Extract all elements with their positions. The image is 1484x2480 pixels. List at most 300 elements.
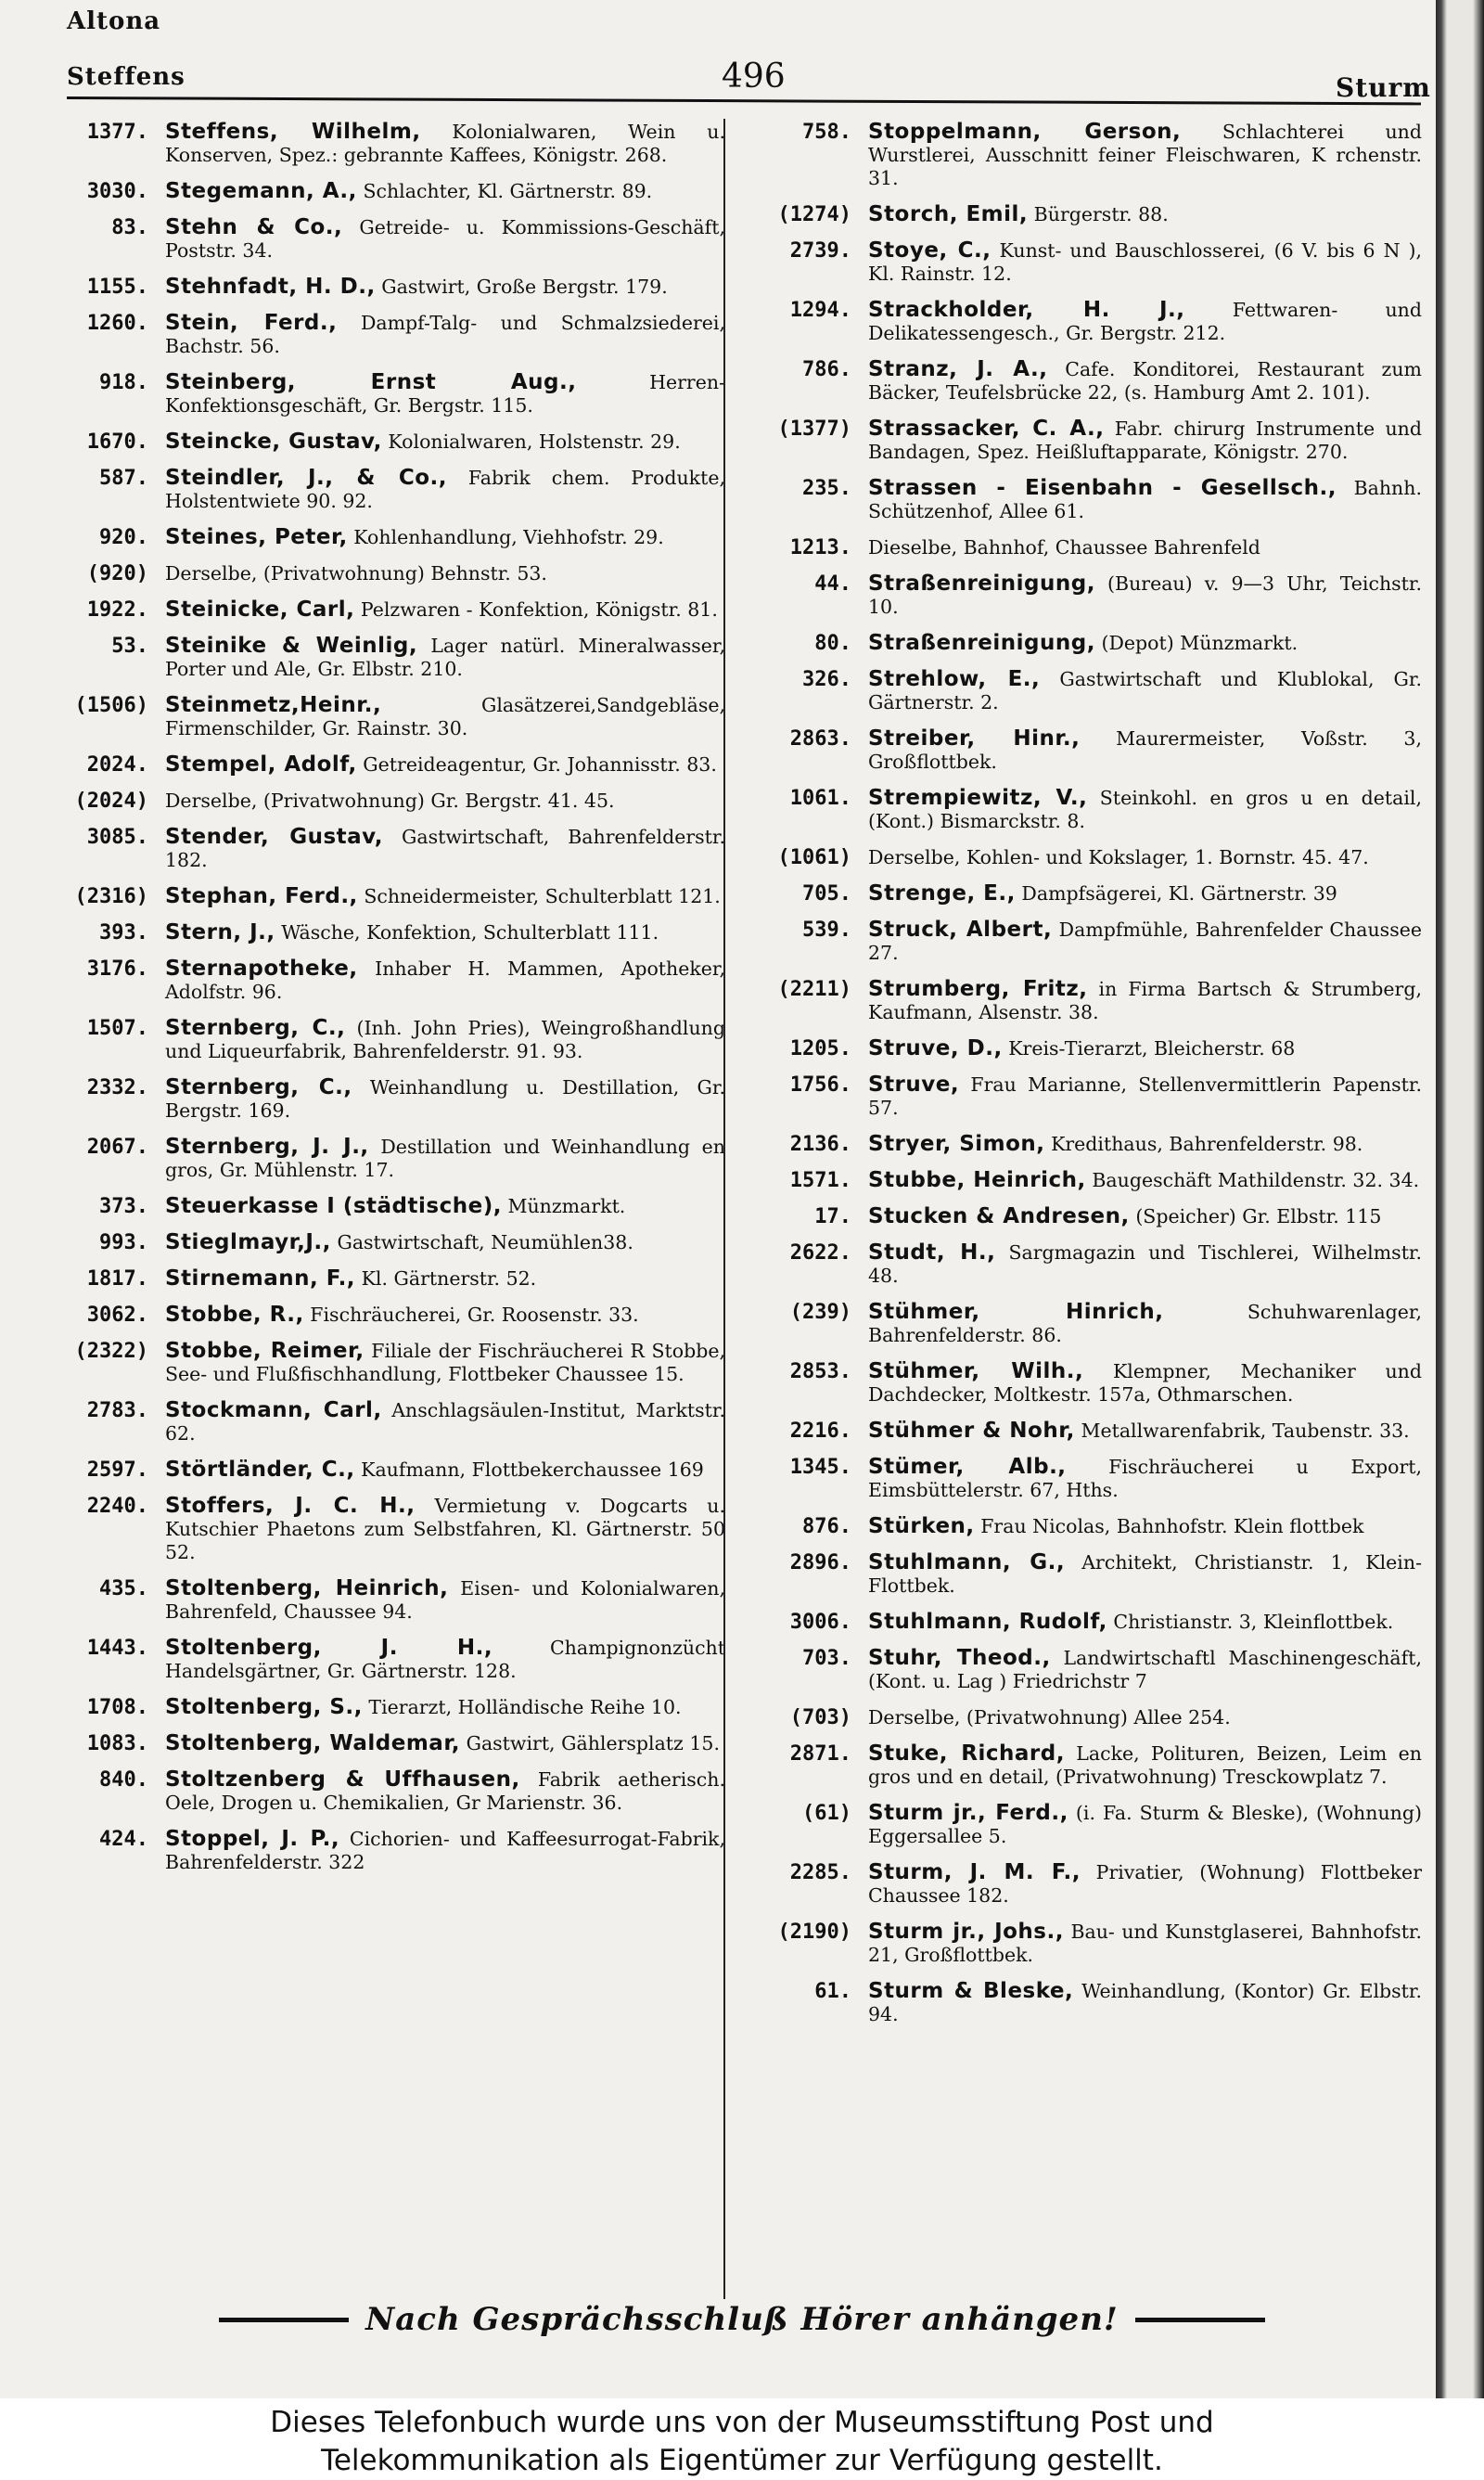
directory-entry xyxy=(37,1696,725,1719)
directory-entry xyxy=(37,1231,725,1254)
entry-text xyxy=(868,121,1422,190)
subscriber-details: Kolonialwaren, Holstenstr. 29. xyxy=(388,430,681,453)
subscriber-name: Strenge, E., xyxy=(868,881,1016,906)
phone-number: 393. xyxy=(99,921,148,944)
phone-number: 1213. xyxy=(789,536,851,559)
phone-number: (1377) xyxy=(777,418,851,441)
column-divider xyxy=(723,119,725,2299)
subscriber-details: Bahnh. Schützenhof, Allee 61. xyxy=(868,477,1422,522)
entry-text xyxy=(165,1304,725,1327)
entry-text xyxy=(868,1133,1422,1156)
directory-entry xyxy=(37,430,725,454)
directory-entry xyxy=(740,1073,1422,1120)
subscriber-details: Sargmagazin und Tischlerei, Wilhelmstr. 48. xyxy=(868,1241,1422,1287)
subscriber-name: Stehn & Co., xyxy=(165,215,343,239)
phone-number: 373. xyxy=(99,1195,148,1218)
directory-entry xyxy=(740,1742,1422,1789)
entry-text xyxy=(868,1861,1422,1908)
directory-entry xyxy=(37,1304,725,1327)
subscriber-details: Derselbe, (Privatwohnung) Behnstr. 53. xyxy=(165,562,547,585)
last-entry-keyword: Sturm xyxy=(1336,72,1431,103)
phone-number: (239) xyxy=(789,1301,851,1324)
subscriber-name: Steinike & Weinlig, xyxy=(165,634,418,658)
subscriber-details: Derselbe, Kohlen- und Kokslager, 1. Bornstr. 45. 47. xyxy=(868,846,1369,868)
directory-entry xyxy=(37,1732,725,1755)
phone-number: 1377. xyxy=(86,121,148,144)
entry-text xyxy=(868,239,1422,286)
directory-entry xyxy=(740,1241,1422,1288)
subscriber-name: Stieglmayr,J., xyxy=(165,1230,331,1254)
phone-number: 1708. xyxy=(86,1696,148,1719)
subscriber-name: Stühmer & Nohr, xyxy=(868,1419,1075,1443)
phone-number: 786. xyxy=(802,358,851,381)
entry-text xyxy=(868,203,1422,226)
phone-number: (1506) xyxy=(74,694,148,717)
phone-number: 44. xyxy=(814,572,851,596)
entry-text xyxy=(868,1241,1422,1288)
entry-text xyxy=(868,1551,1422,1598)
subscriber-name: Stoltenberg, S., xyxy=(165,1695,363,1719)
subscriber-name: Stempel, Adolf, xyxy=(165,752,357,777)
directory-entry xyxy=(37,694,725,740)
phone-number: 1817. xyxy=(86,1267,148,1291)
phone-number: 53. xyxy=(111,635,148,658)
phone-number: 2332. xyxy=(86,1076,148,1099)
directory-entry xyxy=(740,1706,1422,1729)
entry-text xyxy=(165,562,725,585)
phone-number: 3006. xyxy=(789,1611,851,1634)
directory-entry xyxy=(37,1768,725,1815)
subscriber-name: Steines, Peter, xyxy=(165,525,348,549)
entry-text xyxy=(868,1802,1422,1848)
entry-text xyxy=(165,216,725,263)
directory-entry xyxy=(740,668,1422,714)
subscriber-details: Eisen- und Kolonialwaren, Bahrenfeld, Chaussee 94. xyxy=(165,1577,725,1623)
directory-entry xyxy=(740,1551,1422,1598)
subscriber-details: Cichorien- und Kaffeesurrogat-Fabrik, Bahrenfelderstr. 322 xyxy=(165,1828,725,1873)
subscriber-name: Stern, J., xyxy=(165,920,275,944)
adjacent-page-edge xyxy=(1436,0,1484,2398)
phone-number: 2783. xyxy=(86,1399,148,1422)
phone-number: 2067. xyxy=(86,1136,148,1159)
subscriber-name: Streiber, Hinr., xyxy=(868,726,1081,751)
subscriber-name: Stephan, Ferd., xyxy=(165,884,358,908)
subscriber-details: Kreis-Tierarzt, Bleicherstr. 68 xyxy=(1008,1037,1296,1060)
directory-entry xyxy=(37,1458,725,1482)
subscriber-name: Steuerkasse I (städtische), xyxy=(165,1194,502,1218)
subscriber-name: Straßenreinigung, xyxy=(868,631,1095,655)
directory-entry xyxy=(37,276,725,299)
subscriber-details: Münzmarkt. xyxy=(507,1195,626,1217)
directory-entry xyxy=(740,727,1422,774)
subscriber-name: Straßenreinigung, xyxy=(868,572,1095,596)
subscriber-name: Storch, Emil, xyxy=(868,202,1029,226)
subscriber-details: Gastwirt, Gählersplatz 15. xyxy=(466,1732,720,1754)
entry-text xyxy=(165,826,725,872)
entry-text xyxy=(165,1017,725,1063)
subscriber-name: Sternberg, C., xyxy=(165,1075,352,1099)
entry-text xyxy=(165,276,725,299)
subscriber-name: Struck, Albert, xyxy=(868,918,1053,942)
directory-entry xyxy=(740,1611,1422,1634)
subscriber-details: Bürgerstr. 88. xyxy=(1033,203,1169,225)
subscriber-details: Kredithaus, Bahrenfelderstr. 98. xyxy=(1051,1133,1363,1155)
directory-entry xyxy=(37,1577,725,1624)
entry-text xyxy=(165,1696,725,1719)
directory-entry xyxy=(740,1980,1422,2026)
subscriber-details: Dieselbe, Bahnhof, Chaussee Bahrenfeld xyxy=(868,536,1260,559)
phone-number: 2853. xyxy=(789,1360,851,1383)
subscriber-details: Metallwarenfabrik, Taubenstr. 33. xyxy=(1081,1420,1410,1442)
directory-entry xyxy=(37,598,725,622)
phone-number: (703) xyxy=(789,1706,851,1729)
slogan-dash-left xyxy=(219,2318,349,2322)
phone-number: (2316) xyxy=(74,885,148,908)
entry-text xyxy=(868,1169,1422,1192)
directory-entry xyxy=(37,1637,725,1683)
directory-entry xyxy=(37,121,725,167)
subscriber-details: (i. Fa. Sturm & Bleske), (Wohnung) Eggersallee 5. xyxy=(868,1802,1422,1847)
entry-text xyxy=(868,358,1422,405)
subscriber-details: in Firma Bartsch & Strumberg, Kaufmann, Alsenstr. 38. xyxy=(868,978,1422,1023)
subscriber-name: Stoltzenberg & Uffhausen, xyxy=(165,1767,520,1792)
subscriber-details: (Depot) Münzmarkt. xyxy=(1101,632,1298,654)
entry-text xyxy=(868,668,1422,714)
subscriber-details: Dampf-Talg- und Schmalzsiederei, Bachstr. 56. xyxy=(165,312,725,357)
entry-text xyxy=(868,632,1422,655)
directory-entry xyxy=(37,1017,725,1063)
phone-number: 3030. xyxy=(86,180,148,203)
subscriber-details: Dampfsägerei, Kl. Gärtnerstr. 39 xyxy=(1021,882,1337,905)
entry-text xyxy=(165,1458,725,1482)
phone-number: 80. xyxy=(814,632,851,655)
subscriber-name: Stegemann, A., xyxy=(165,179,357,203)
subscriber-name: Sturm & Bleske, xyxy=(868,1979,1074,2003)
subscriber-name: Sternberg, C., xyxy=(165,1016,346,1040)
directory-entry xyxy=(740,536,1422,559)
subscriber-details: Lager natürl. Mineralwasser, Porter und Ale, Gr. Elbstr. 210. xyxy=(165,635,725,680)
entry-text xyxy=(868,1205,1422,1228)
subscriber-name: Stuhr, Theod., xyxy=(868,1646,1051,1670)
entry-text xyxy=(165,1495,725,1564)
entry-text xyxy=(165,1195,725,1218)
directory-entry xyxy=(740,1921,1422,1967)
phone-number: (2190) xyxy=(777,1921,851,1944)
directory-entry xyxy=(37,957,725,1004)
directory-entry xyxy=(740,1360,1422,1407)
entry-text xyxy=(165,1828,725,1874)
subscriber-name: Stucken & Andresen, xyxy=(868,1204,1130,1228)
entry-text xyxy=(165,1768,725,1815)
subscriber-name: Stirnemann, F., xyxy=(165,1266,356,1291)
directory-entry xyxy=(740,1301,1422,1347)
entry-text xyxy=(868,727,1422,774)
entry-text xyxy=(868,787,1422,833)
entry-text xyxy=(868,1515,1422,1538)
entry-text xyxy=(868,1360,1422,1407)
right-column xyxy=(740,121,1422,2039)
phone-number: (1274) xyxy=(777,203,851,226)
phone-number: (2024) xyxy=(74,790,148,813)
entry-text xyxy=(868,536,1422,559)
subscriber-details: Cafe. Konditorei, Restaurant zum Bäcker, Teufelsbrücke 22, (s. Hamburg Amt 2. 101). xyxy=(868,358,1422,404)
subscriber-details: Baugeschäft Mathildenstr. 32. 34. xyxy=(1092,1169,1420,1191)
subscriber-name: Steincke, Gustav, xyxy=(165,430,382,454)
directory-entry xyxy=(740,1133,1422,1156)
entry-text xyxy=(165,598,725,622)
phone-number: 1155. xyxy=(86,276,148,299)
subscriber-details: Christianstr. 3, Kleinflottbek. xyxy=(1113,1611,1394,1633)
subscriber-name: Stoppelmann, Gerson, xyxy=(868,120,1182,144)
entry-text xyxy=(868,1420,1422,1443)
entry-text xyxy=(165,1231,725,1254)
subscriber-details: Fischräucherei u Export, Eimsbüttelerstr. 67, Hths. xyxy=(868,1456,1422,1501)
subscriber-name: Sturm, J. M. F., xyxy=(868,1860,1081,1884)
directory-entry xyxy=(740,477,1422,523)
phone-number: (61) xyxy=(802,1802,851,1825)
subscriber-details: Bau- und Kunstglaserei, Bahnhofstr. 21, Großflottbek. xyxy=(868,1921,1422,1966)
entry-text xyxy=(868,1921,1422,1967)
entry-text xyxy=(868,1073,1422,1120)
directory-entry xyxy=(37,1399,725,1446)
subscriber-details: Derselbe, (Privatwohnung) Gr. Bergstr. 41. 45. xyxy=(165,790,615,812)
subscriber-name: Strassacker, C. A., xyxy=(868,417,1105,441)
subscriber-details: Inhaber H. Mammen, Apotheker, Adolfstr. 96. xyxy=(165,957,725,1003)
subscriber-details: Gastwirtschaft, Neumühlen38. xyxy=(337,1231,633,1253)
directory-entry xyxy=(37,1828,725,1874)
subscriber-name: Sturm jr., Johs., xyxy=(868,1920,1064,1944)
phone-number: 3062. xyxy=(86,1304,148,1327)
subscriber-details: Filiale der Fischräucherei R Stobbe, See- und Flußfischhandlung, Flottbeker Chaussee 15. xyxy=(165,1340,725,1385)
phone-number: 918. xyxy=(99,371,148,394)
phone-number: 2285. xyxy=(789,1861,851,1884)
entry-text xyxy=(165,312,725,358)
phone-number: (2322) xyxy=(74,1340,148,1363)
phone-number: 424. xyxy=(99,1828,148,1851)
entry-text xyxy=(165,121,725,167)
phone-number: 1061. xyxy=(789,787,851,810)
subscriber-details: Weinhandlung u. Destillation, Gr. Bergstr. 169. xyxy=(165,1076,725,1122)
page-number: 496 xyxy=(722,58,786,96)
subscriber-details: Kaufmann, Flottbekerchaussee 169 xyxy=(361,1458,704,1481)
subscriber-name: Strempiewitz, V., xyxy=(868,786,1088,810)
phone-number: 2896. xyxy=(789,1551,851,1574)
directory-entry xyxy=(37,1195,725,1218)
subscriber-details: Champignonzücht Handelsgärtner, Gr. Gärtnerstr. 128. xyxy=(165,1637,725,1682)
subscriber-details: Schuhwarenlager, Bahrenfelderstr. 86. xyxy=(868,1301,1422,1346)
directory-entry xyxy=(740,1647,1422,1693)
subscriber-name: Stuhlmann, Rudolf, xyxy=(868,1610,1107,1634)
subscriber-details: Weinhandlung, (Kontor) Gr. Elbstr. 94. xyxy=(868,1980,1422,2025)
subscriber-details: Kohlenhandlung, Viehhofstr. 29. xyxy=(353,526,664,548)
directory-entry xyxy=(740,1037,1422,1060)
subscriber-details: Schlachter, Kl. Gärtnerstr. 89. xyxy=(363,180,653,202)
entry-text xyxy=(868,1611,1422,1634)
directory-entry xyxy=(740,919,1422,965)
subscriber-name: Störtländer, C., xyxy=(165,1458,355,1482)
subscriber-details: Glasätzerei,Sandgebläse, Firmenschilder, Gr. Rainstr. 30. xyxy=(165,694,725,739)
subscriber-name: Stühmer, Hinrich, xyxy=(868,1300,1164,1324)
directory-entry xyxy=(37,1267,725,1291)
directory-entry xyxy=(740,572,1422,619)
phone-number: 1922. xyxy=(86,598,148,622)
phone-number: 2024. xyxy=(86,753,148,777)
phone-number: 1294. xyxy=(789,299,851,322)
subscriber-name: Struve, xyxy=(868,1073,960,1097)
subscriber-details: Maurermeister, Voßstr. 3, Großflottbek. xyxy=(868,727,1422,773)
entry-text xyxy=(165,1577,725,1624)
subscriber-details: Fabr. chirurg Instrumente und Bandagen, Spez. Heißluftapparate, Königstr. 270. xyxy=(868,418,1422,463)
phone-number: 83. xyxy=(111,216,148,239)
subscriber-name: Strassen - Eisenbahn - Gesellsch., xyxy=(868,476,1337,500)
subscriber-name: Sturm jr., Ferd., xyxy=(868,1801,1068,1825)
phone-number: 1670. xyxy=(86,430,148,454)
subscriber-name: Stuhlmann, G., xyxy=(868,1550,1066,1574)
phone-number: 1571. xyxy=(789,1169,851,1192)
entry-text xyxy=(868,1647,1422,1693)
subscriber-name: Strackholder, H. J., xyxy=(868,298,1185,322)
entry-text xyxy=(165,1340,725,1386)
subscriber-details: Schneidermeister, Schulterblatt 121. xyxy=(364,885,721,907)
subscriber-details: Schlachterei und Wurstlerei, Ausschnitt feiner Fleischwaren, K rchenstr. 31. xyxy=(868,121,1422,189)
phone-number: 758. xyxy=(802,121,851,144)
subscriber-details: Dampfmühle, Bahrenfelder Chaussee 27. xyxy=(868,919,1422,964)
first-entry-keyword: Steffens xyxy=(67,63,186,91)
phone-number: 1756. xyxy=(789,1073,851,1097)
entry-text xyxy=(165,1637,725,1683)
directory-entry xyxy=(740,1420,1422,1443)
phone-number: 1205. xyxy=(789,1037,851,1060)
phone-number: 2136. xyxy=(789,1133,851,1156)
footer-slogan xyxy=(186,2301,1298,2338)
entry-text xyxy=(165,1732,725,1755)
subscriber-details: Kunst- und Bauschlosserei, (6 V. bis 6 N ), Kl. Rainstr. 12. xyxy=(868,239,1422,285)
subscriber-name: Stühmer, Wilh., xyxy=(868,1359,1084,1383)
subscriber-details: Gastwirtschaft und Klublokal, Gr. Gärtnerstr. 2. xyxy=(868,668,1422,713)
entry-text xyxy=(165,180,725,203)
phone-number: 539. xyxy=(802,919,851,942)
subscriber-details: Fabrik aetherisch. Oele, Drogen u. Chemikalien, Gr Marienstr. 36. xyxy=(165,1768,725,1814)
entry-text xyxy=(165,635,725,681)
subscriber-name: Steinmetz,Heinr., xyxy=(165,693,382,717)
left-column xyxy=(37,121,725,1887)
subscriber-name: Stockmann, Carl, xyxy=(165,1398,382,1422)
directory-entry xyxy=(37,1340,725,1386)
directory-entry xyxy=(740,1802,1422,1848)
entry-text xyxy=(868,477,1422,523)
directory-entry xyxy=(37,371,725,418)
archive-caption xyxy=(0,2398,1484,2480)
directory-entry xyxy=(37,635,725,681)
entry-text xyxy=(165,467,725,513)
entry-text xyxy=(165,1399,725,1446)
subscriber-name: Strehlow, E., xyxy=(868,667,1041,691)
subscriber-details: Architekt, Christianstr. 1, Klein-Flottbek. xyxy=(868,1551,1422,1597)
directory-entry xyxy=(37,467,725,513)
subscriber-details: Wäsche, Konfektion, Schulterblatt 111. xyxy=(281,921,659,944)
subscriber-details: Fabrik chem. Produkte, Holstentwiete 90. 92. xyxy=(165,467,725,512)
directory-entry xyxy=(37,1136,725,1182)
phone-number: 1507. xyxy=(86,1017,148,1040)
phone-number: 1443. xyxy=(86,1637,148,1660)
caption-line-2: Telekommunikation als Eigentümer zur Verfügung gestellt. xyxy=(321,2444,1163,2477)
entry-text xyxy=(165,1267,725,1291)
phone-number: 587. xyxy=(99,467,148,490)
directory-entry xyxy=(37,216,725,263)
subscriber-name: Sternapotheke, xyxy=(165,957,358,981)
directory-entry xyxy=(740,358,1422,405)
subscriber-details: Getreideagentur, Gr. Johannisstr. 83. xyxy=(363,753,717,776)
subscriber-details: Gastwirt, Große Bergstr. 179. xyxy=(381,276,668,298)
subscriber-details: Herren-Konfektionsgeschäft, Gr. Bergstr. 115. xyxy=(165,371,725,417)
subscriber-name: Steinberg, Ernst Aug., xyxy=(165,370,577,394)
subscriber-name: Stoye, C., xyxy=(868,238,991,263)
subscriber-name: Stranz, J. A., xyxy=(868,357,1048,381)
phone-number: 840. xyxy=(99,1768,148,1792)
subscriber-details: Landwirtschaftl Maschinengeschäft, (Kont. u. Lag ) Friedrichstr 7 xyxy=(868,1647,1422,1692)
phone-number: 993. xyxy=(99,1231,148,1254)
entry-text xyxy=(868,882,1422,906)
phone-number: 61. xyxy=(814,1980,851,2003)
entry-text xyxy=(165,753,725,777)
entry-text xyxy=(868,1301,1422,1347)
subscriber-details: (Bureau) v. 9—3 Uhr, Teichstr. 10. xyxy=(868,572,1422,618)
subscriber-details: Frau Marianne, Stellenvermittlerin Papenstr. 57. xyxy=(868,1073,1422,1119)
subscriber-name: Stein, Ferd., xyxy=(165,311,338,335)
subscriber-name: Struve, D., xyxy=(868,1036,1003,1060)
subscriber-name: Stobbe, Reimer, xyxy=(165,1339,365,1363)
entry-text xyxy=(165,430,725,454)
subscriber-details: Gastwirtschaft, Bahrenfelderstr. 182. xyxy=(165,826,725,871)
entry-text xyxy=(868,1742,1422,1789)
subscriber-name: Strumberg, Fritz, xyxy=(868,977,1088,1001)
city-heading: Altona xyxy=(67,7,161,35)
phone-number: 2739. xyxy=(789,239,851,263)
entry-text xyxy=(868,1980,1422,2026)
subscriber-name: Sternberg, J. J., xyxy=(165,1135,369,1159)
directory-entry xyxy=(37,1076,725,1123)
directory-entry xyxy=(740,846,1422,869)
directory-entry xyxy=(37,753,725,777)
entry-text xyxy=(868,418,1422,464)
subscriber-details: Tierarzt, Holländische Reihe 10. xyxy=(368,1696,682,1718)
entry-text xyxy=(165,526,725,549)
subscriber-name: Stryer, Simon, xyxy=(868,1132,1045,1156)
phone-number: 235. xyxy=(802,477,851,500)
entry-text xyxy=(165,921,725,944)
directory-entry xyxy=(37,526,725,549)
entry-text xyxy=(868,1037,1422,1060)
phone-number: 2240. xyxy=(86,1495,148,1518)
entry-text xyxy=(165,694,725,740)
subscriber-name: Stubbe, Heinrich, xyxy=(868,1168,1086,1192)
subscriber-name: Stoppel, J. P., xyxy=(165,1827,340,1851)
subscriber-details: Getreide- u. Kommissions-Geschäft, Poststr. 34. xyxy=(165,216,725,262)
subscriber-name: Steinicke, Carl, xyxy=(165,598,355,622)
directory-entry xyxy=(37,921,725,944)
phone-number: (1061) xyxy=(777,846,851,869)
entry-text xyxy=(868,978,1422,1024)
phone-number: 3085. xyxy=(86,826,148,849)
directory-entry xyxy=(37,1495,725,1564)
directory-entry xyxy=(37,790,725,813)
caption-line-1: Dieses Telefonbuch wurde uns von der Museumsstiftung Post und xyxy=(270,2406,1214,2439)
directory-entry xyxy=(740,1205,1422,1228)
entry-text xyxy=(165,1076,725,1123)
phone-number: 326. xyxy=(802,668,851,691)
phone-number: 2871. xyxy=(789,1742,851,1766)
subscriber-name: Stender, Gustav, xyxy=(165,825,384,849)
